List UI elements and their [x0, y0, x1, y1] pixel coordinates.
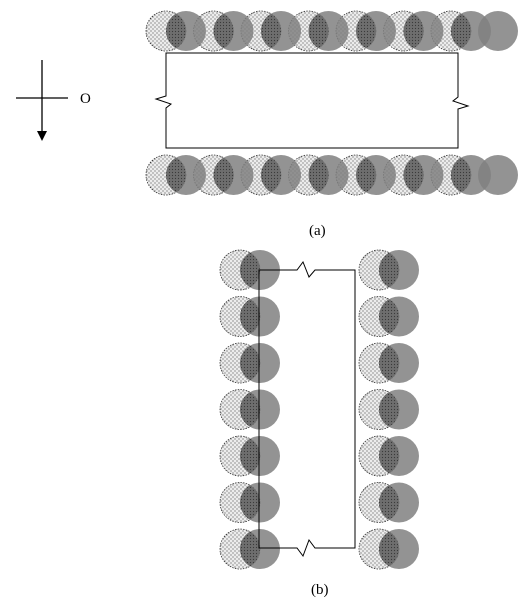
- particle-row-top: [146, 11, 518, 51]
- grey-particle: [478, 155, 518, 195]
- panel-b-caption: (b): [311, 582, 329, 598]
- particle-column-right: [359, 250, 419, 569]
- axis-arrow-head: [37, 131, 47, 141]
- particle-column-left: [220, 250, 280, 569]
- particle-row-bottom: [146, 155, 518, 195]
- axis-symbol: [16, 60, 91, 141]
- axis-label: O: [80, 91, 91, 107]
- panel-a-chain: [156, 53, 468, 148]
- grey-particle: [478, 11, 518, 51]
- panel-b: [220, 250, 419, 598]
- panel-a-caption: (a): [309, 223, 326, 239]
- panel-a: [146, 11, 518, 239]
